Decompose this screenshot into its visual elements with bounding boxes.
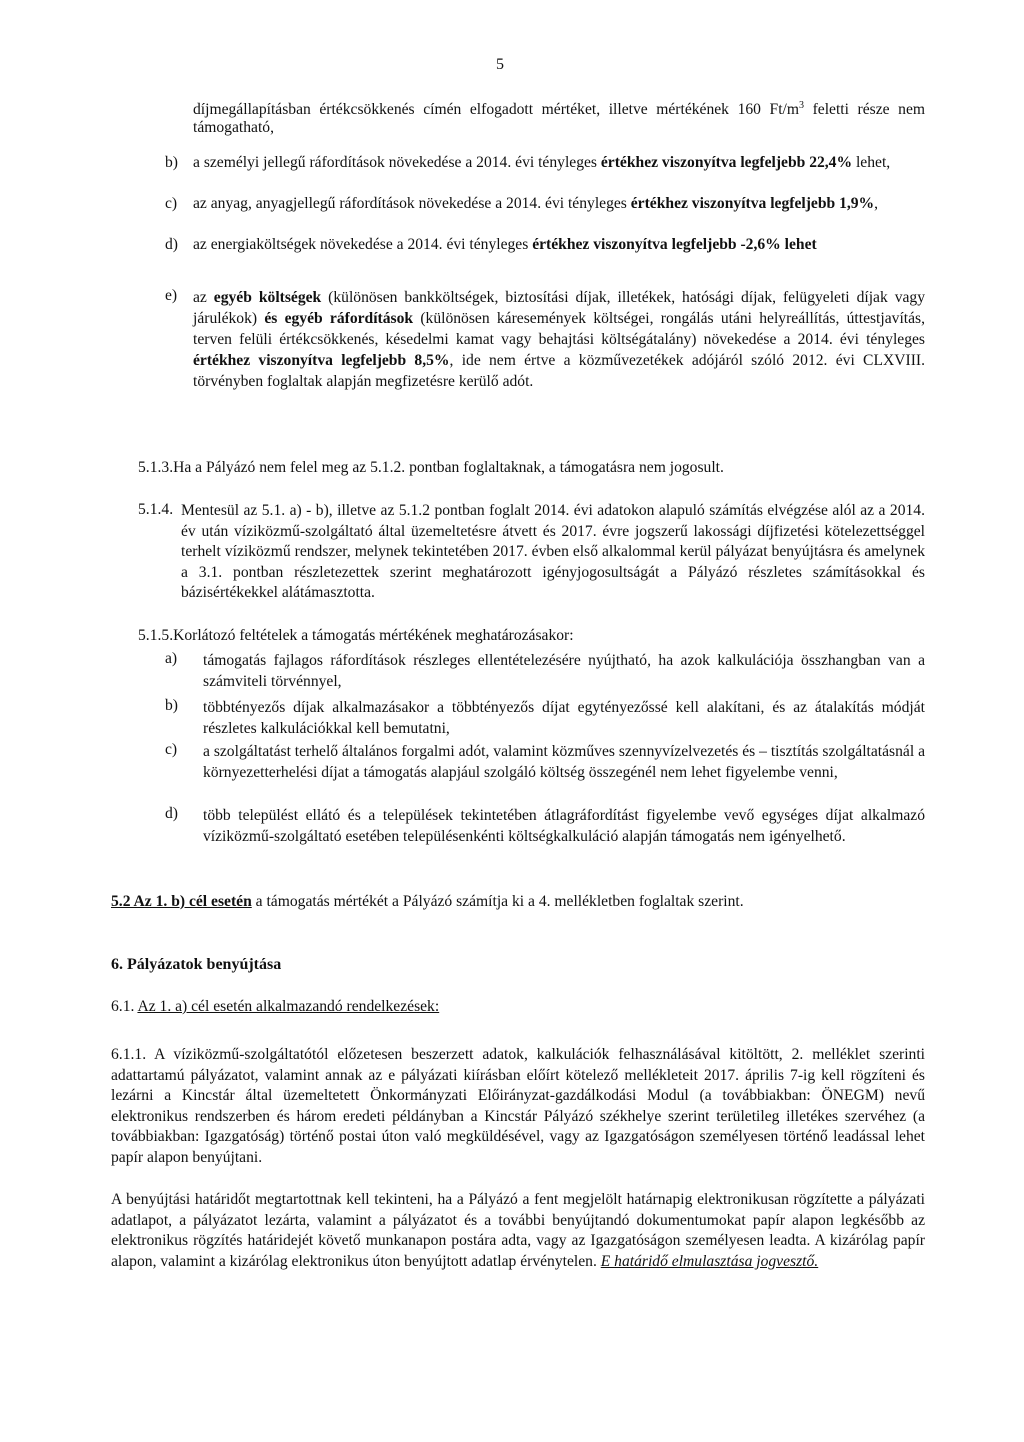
list2-label-b: b) bbox=[165, 697, 178, 714]
list-item-c: az anyag, anyagjellegű ráfordítások növekedése a 2014. évi tényleges értékhez viszonyítva legfeljebb 1,9%, bbox=[193, 195, 879, 212]
list2-label-c: c) bbox=[165, 741, 178, 758]
paragraph-5-1-4-number: 5.1.4. bbox=[138, 501, 174, 518]
section-6-heading: 6. Pályázatok benyújtása bbox=[111, 956, 282, 973]
list2-item-a: támogatás fajlagos ráfordítások részleges ellentételezésére nyújtható, ha azok kalkulációja összhangban van a számviteli törvénnyel, bbox=[203, 652, 925, 690]
list-label-d: d) bbox=[165, 236, 178, 253]
paragraph-5-2: 5.2 Az 1. b) cél esetén a támogatás mértékét a Pályázó számítja ki a 4. mellékletben foglaltak szerint. bbox=[111, 893, 744, 910]
list2-label-d: d) bbox=[165, 805, 178, 822]
intro-paragraph: díjmegállapításban értékcsökkenés címén elfogadott mértéket, illetve mértékének 160 $Ft/m^3$ feletti része nem támogatható, bbox=[193, 99, 925, 136]
list2-item-c: a szolgáltatást terhelő általános forgalmi adót, valamint közműves szennyvízelvezetés és – tisztítás szolgáltatásnál a környezetterhelési díjat a támogatás alapjául szolgáló költség összegénél nem lehet figyelembe venni, bbox=[203, 743, 925, 781]
list-label-e: e) bbox=[165, 287, 178, 304]
page-number: 5 bbox=[496, 56, 504, 73]
list2-label-a: a) bbox=[165, 650, 178, 667]
paragraph-6-1-1: 6.1.1. A víziközmű-szolgáltatótól előzetesen beszerzett adatok, kalkulációk felhasználásával kitöltött, 2. melléklet szerinti adattartamú pályázatot, valamint annak az e pályázati kiírásban előírt kötelező mellékleteit 2017. április 7-ig kell rögzíteni és lezárni a Kincstár által üzemeltetett Önkormányzati Előirányzat-gazdálkodási Modul (a továbbiakban: ÖNEGM) nevű elektronikus rendszerben és három eredeti példányban a Kincstár Pályázó székhelye szerint területileg illetékes szervéhez (a továbbiakban: Igazgatóság) történő postai úton való megküldésével, vagy az Igazgatóságon személyesen történő leadással lehet papír alapon benyújtani. bbox=[111, 1046, 925, 1166]
list-label-b: b) bbox=[165, 154, 178, 171]
list-label-c: c) bbox=[165, 195, 178, 212]
list2-item-b: többtényezős díjak alkalmazásakor a többtényezős díjat egytényezőssé kell alakítani, és az átalakítás módját részletes kalkulációkkal kell bemutatni, bbox=[203, 699, 925, 737]
list2-item-d: több települést ellátó és a települések tekintetében átlagráfordítást figyelembe vevő egységes díjat alkalmazó víziközmű-szolgáltató esetében településenkénti költségkalkuláció alapján támogatás nem igényelhető. bbox=[203, 807, 925, 845]
paragraph-5-1-4: Mentesül az 5.1. a) - b), illetve az 5.1.2 pontban foglalt 2014. évi adatokon alapuló számítás elvégzése alól az a 2014. év után víziközmű-szolgáltató által üzemeltetésre átvett és 2017. évre jogszerű lakossági díjfizetési kötelezettséggel terhelt víziközmű rendszer, melynek tekintetében 2017. évben első alkalommal kerül pályázat benyújtásra és amelynek a 3.1. pontban részletezettek szerint meghatározott igényjogosultságát a Pályázó részletes számításokkal és bázisértékekkel alátámasztotta. bbox=[181, 502, 925, 601]
list-item-b: a személyi jellegű ráfordítások növekedése a 2014. évi tényleges értékhez viszonyítva legfeljebb 22,4% lehet, bbox=[193, 154, 891, 171]
paragraph-deadline: A benyújtási határidőt megtartottnak kell tekinteni, ha a Pályázó a fent megjelölt határnapig elektronikusan rögzítette a pályázati adatlapot, a pályázatot lezárta, valamint a pályázatot és a további benyújtandó dokumentumokat papír alapon legkésőbb az elektronikus rögzítés határidejét követő munkanapon postára adta, vagy az Igazgatóságon személyesen leadta. A kizárólag papír alapon, valamint a kizárólag elektronikus úton benyújtott adatlap érvénytelen. E határidő elmulasztása jogvesztő. bbox=[111, 1191, 925, 1270]
list-item-e: az egyéb költségek (különösen bankköltségek, biztosítási díjak, illetékek, hatósági díjak, felügyeleti díjak vagy járulékok) és egyéb ráfordítások (különösen káresemények költségei, rongálás utáni helyreállítás, úttestjavítás, terven felüli értékcsökkenés, késedelmi kamat vagy behajtási költségátalány) növekedése a 2014. évi tényleges értékhez viszonyítva legfeljebb 8,5%, ide nem értve a közművezetékek adójáról szóló 2012. évi CLXVIII. törvényben foglaltak alapján megfizetésre kerülő adót. bbox=[193, 289, 926, 390]
paragraph-5-1-3: 5.1.3.Ha a Pályázó nem felel meg az 5.1.2. pontban foglaltaknak, a támogatásra nem jogosult. bbox=[138, 459, 724, 476]
list-item-d: az energiaköltségek növekedése a 2014. évi tényleges értékhez viszonyítva legfeljebb -2,6% lehet bbox=[193, 236, 817, 253]
paragraph-5-1-5-heading: 5.1.5.Korlátozó feltételek a támogatás mértékének meghatározásakor: bbox=[138, 627, 574, 644]
section-6-1-heading: 6.1. Az 1. a) cél esetén alkalmazandó rendelkezések: bbox=[111, 998, 440, 1015]
